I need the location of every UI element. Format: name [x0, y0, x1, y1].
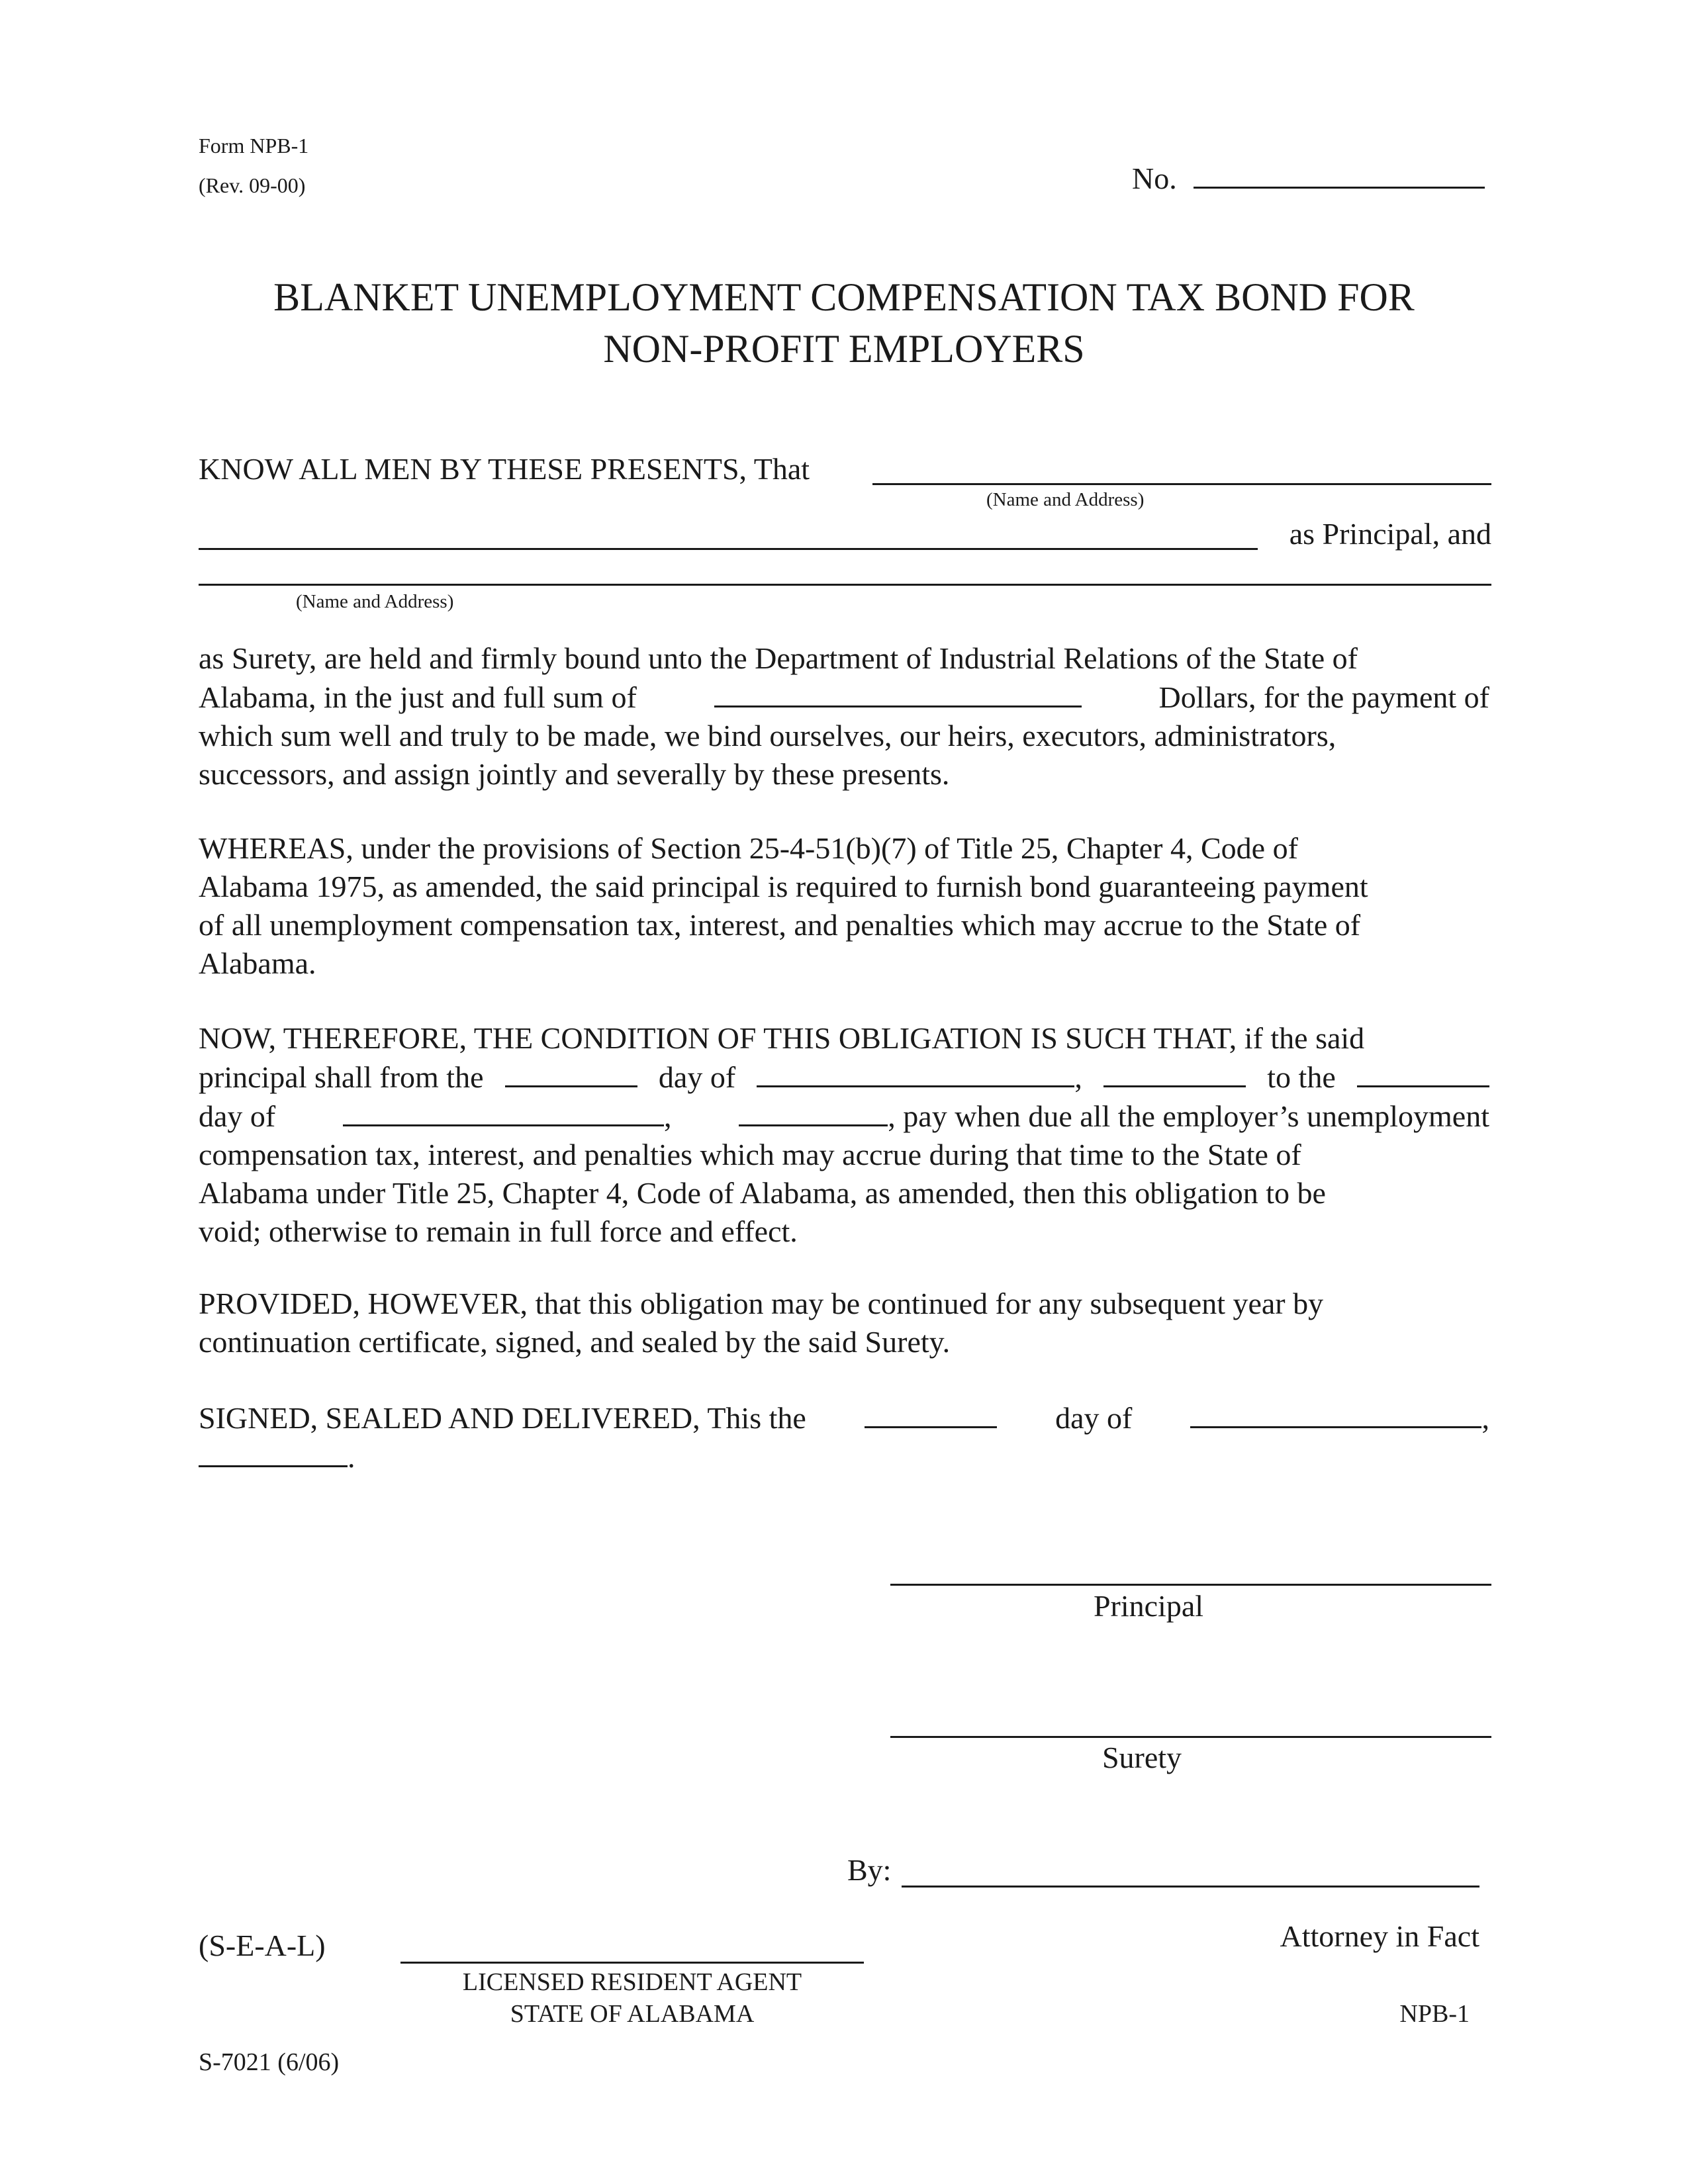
comma: , — [1481, 1401, 1489, 1435]
bond-number-field[interactable] — [1194, 159, 1485, 189]
to-month-field[interactable] — [343, 1097, 664, 1126]
to-day-field[interactable] — [1357, 1058, 1489, 1087]
intro-lead: KNOW ALL MEN BY THESE PRESENTS, That — [199, 452, 810, 486]
to-year-field[interactable] — [739, 1097, 888, 1126]
whereas-line-2: Alabama 1975, as amended, the said principal is required to furnish bond guaranteeing payment — [199, 870, 1368, 903]
surety-line-2a: Alabama, in the just and full sum of — [199, 680, 637, 714]
signed-day-of: day of — [1055, 1401, 1133, 1435]
agent-line-1: LICENSED RESIDENT AGENT — [462, 1968, 802, 1996]
condition-line-4: compensation tax, interest, and penalties which may accrue during that time to the State of — [199, 1138, 1301, 1171]
provided-line-2: continuation certificate, signed, and sealed by the said Surety. — [199, 1325, 951, 1359]
provided-paragraph — [199, 1285, 1489, 1361]
condition-line-2b: day of — [658, 1060, 736, 1094]
from-year-field[interactable] — [1103, 1058, 1246, 1087]
whereas-line-1: WHEREAS, under the provisions of Section 25-4-51(b)(7) of Title 25, Chapter 4, Code of — [199, 831, 1298, 865]
page-title — [182, 271, 1506, 375]
condition-line-6: void; otherwise to remain in full force and effect. — [199, 1214, 798, 1248]
bond-number-label: No. — [1132, 161, 1177, 195]
condition-line-5: Alabama under Title 25, Chapter 4, Code of Alabama, as amended, then this obligation to be — [199, 1176, 1326, 1210]
title-line-1: BLANKET UNEMPLOYMENT COMPENSATION TAX BOND FOR — [273, 275, 1415, 319]
signed-day-field[interactable] — [865, 1398, 997, 1428]
from-month-field[interactable] — [757, 1058, 1074, 1087]
condition-line-3c: , pay when due all the employer’s unemployment — [888, 1099, 1489, 1133]
surety-name-field[interactable] — [199, 584, 1491, 586]
whereas-line-3: of all unemployment compensation tax, interest, and penalties which may accrue to the State of — [199, 908, 1361, 942]
principal-label: Principal — [1093, 1589, 1204, 1623]
signed-year-field[interactable] — [199, 1437, 348, 1467]
whereas-line-4: Alabama. — [199, 946, 316, 980]
surety-paragraph — [199, 639, 1489, 794]
whereas-paragraph — [199, 829, 1489, 983]
sum-amount-field[interactable] — [714, 678, 1082, 707]
form-code-left: S-7021 (6/06) — [199, 2048, 340, 2076]
surety-label: Surety — [1102, 1741, 1182, 1774]
surety-line-3: which sum well and truly to be made, we bind ourselves, our heirs, executors, administrators, — [199, 719, 1336, 752]
surety-signature-line[interactable] — [890, 1736, 1491, 1738]
condition-line-1: NOW, THEREFORE, THE CONDITION OF THIS OBLIGATION IS SUCH THAT, if the said — [199, 1021, 1365, 1055]
condition-line-3a: day of — [199, 1099, 276, 1133]
by-label: By: — [847, 1853, 892, 1887]
bond-number-row — [1132, 159, 1485, 198]
surety-line-1: as Surety, are held and firmly bound unto the Department of Industrial Relations of the State of — [199, 641, 1358, 675]
form-code-right: NPB-1 — [1399, 2000, 1470, 2028]
comma: , — [1074, 1060, 1082, 1094]
condition-paragraph — [199, 1019, 1489, 1251]
comma: , — [664, 1099, 672, 1133]
agent-signature-line[interactable] — [400, 1962, 864, 1964]
seal-label: (S-E-A-L) — [199, 1929, 326, 1962]
attorney-signature-line[interactable] — [902, 1886, 1479, 1888]
period: . — [348, 1440, 355, 1474]
principal-address-field[interactable] — [199, 548, 1258, 550]
form-id: Form NPB-1 — [199, 134, 309, 158]
attorney-label: Attorney in Fact — [1280, 1919, 1479, 1953]
principal-signature-line[interactable] — [890, 1584, 1491, 1586]
as-principal-text: as Principal, and — [1289, 517, 1491, 551]
surety-line-4: successors, and assign jointly and severally by these presents. — [199, 757, 950, 791]
principal-name-field[interactable] — [872, 483, 1491, 485]
agent-block — [400, 1966, 864, 2030]
from-day-field[interactable] — [505, 1058, 637, 1087]
condition-line-2a: principal shall from the — [199, 1060, 484, 1094]
surety-line-2b: Dollars, for the payment of — [1158, 680, 1489, 714]
agent-line-2: STATE OF ALABAMA — [510, 2000, 755, 2028]
signed-statement — [199, 1398, 1489, 1477]
name-address-caption-2: (Name and Address) — [296, 591, 454, 612]
signed-text: SIGNED, SEALED AND DELIVERED, This the — [199, 1401, 806, 1435]
name-address-caption-1: (Name and Address) — [986, 489, 1145, 510]
condition-line-2d: to the — [1267, 1060, 1336, 1094]
form-revision: (Rev. 09-00) — [199, 173, 306, 197]
title-line-2: NON-PROFIT EMPLOYERS — [603, 327, 1085, 371]
signed-month-field[interactable] — [1190, 1398, 1481, 1428]
provided-line-1: PROVIDED, HOWEVER, that this obligation may be continued for any subsequent year by — [199, 1287, 1324, 1320]
